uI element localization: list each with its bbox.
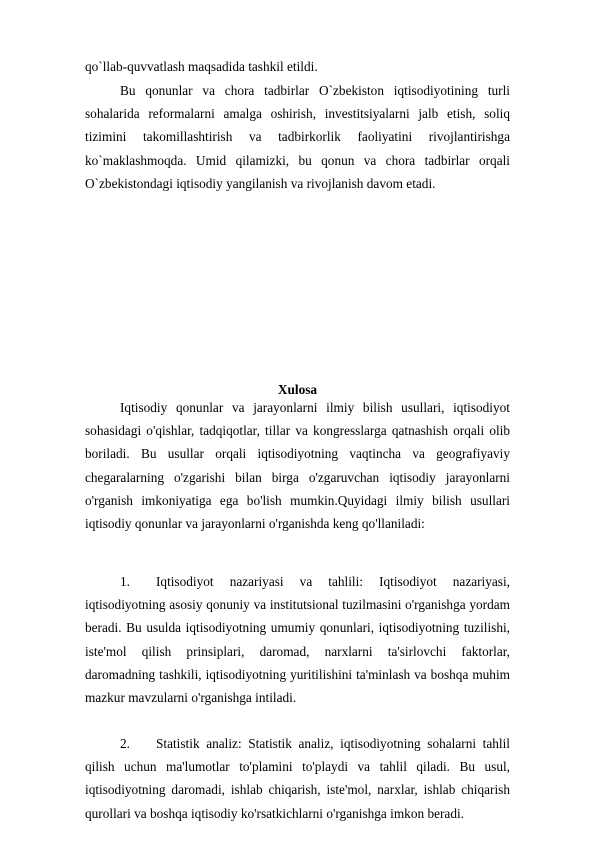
intro-tail-paragraph: qo`llab-quvvatlash maqsadida tashkil etildi. xyxy=(85,59,318,74)
conclusion-title: Xulosa xyxy=(277,382,318,397)
list-item-text: Statistik analiz: Statistik analiz, iqtisodiyotning sohalarni tahlil qilish uchun ma'lumotlar to'plamini to'playdi va tahlil qiladi. Bu usul, iqtisodiyotning daromadi, ishlab chiqarish, iste'mol, narxlar, ishlab chiqarish qurollari va boshqa iqtisodiy ko'rsatkichlarni o'rganishga imkon beradi. xyxy=(85,736,510,821)
list-item-text: Iqtisodiyot nazariyasi va tahlili: Iqtisodiyot nazariyasi, iqtisodiyotning asosiy qonuniy va institutsional tuzilmasini o'rganishga yordam beradi. Bu usulda iqtisodiyotning umumiy qonunlari, iqtisodiyotning tuzilishi, iste'mol qilish prinsiplari, daromad, narxlarni ta'sirlovchi faktorlar, daromadning tashkili, iqtisodiyotning yuritilishini ta'minlash va boshqa muhim mazkur mavzularni o'rganishga intiladi. xyxy=(85,574,510,706)
intro-main-paragraph: Bu qonunlar va chora tadbirlar O`zbekiston iqtisodiyotining turli sohalarida reformalarni amalga oshirish, investitsiyalarni jalb etish, soliq tizimini takomillashtirish va tadbirkorlik faoliyatini rivojlantirishga ko`maklashmoqda. Umid qilamizki, bu qonun va chora tadbirlar orqali O`zbekistondagi iqtisodiy yangilanish va rivojlanish davom etadi. xyxy=(85,83,510,191)
list-item-1 xyxy=(85,570,510,709)
list-item-number: 1. xyxy=(120,574,130,589)
list-item-2 xyxy=(85,732,510,825)
conclusion-lead-paragraph: Iqtisodiy qonunlar va jarayonlarni ilmiy bilish usullari, iqtisodiyot sohasidagi o'qishlar, tadqiqotlar, tillar va kongresslarga qatnashish orqali olib boriladi. Bu usullar orqali iqtisodiyotning vaqtincha va geografiyaviy chegaralarning o'zgarishi bilan birga o'zgaruvchan iqtisodiy jarayonlarni o'rganish imkoniyatiga ega bo'lish mumkin.Quyidagi ilmiy bilish usullari iqtisodiy qonunlar va jarayonlarni o'rganishda keng qo'llaniladi: xyxy=(85,400,510,532)
list-item-number: 2. xyxy=(120,736,130,751)
